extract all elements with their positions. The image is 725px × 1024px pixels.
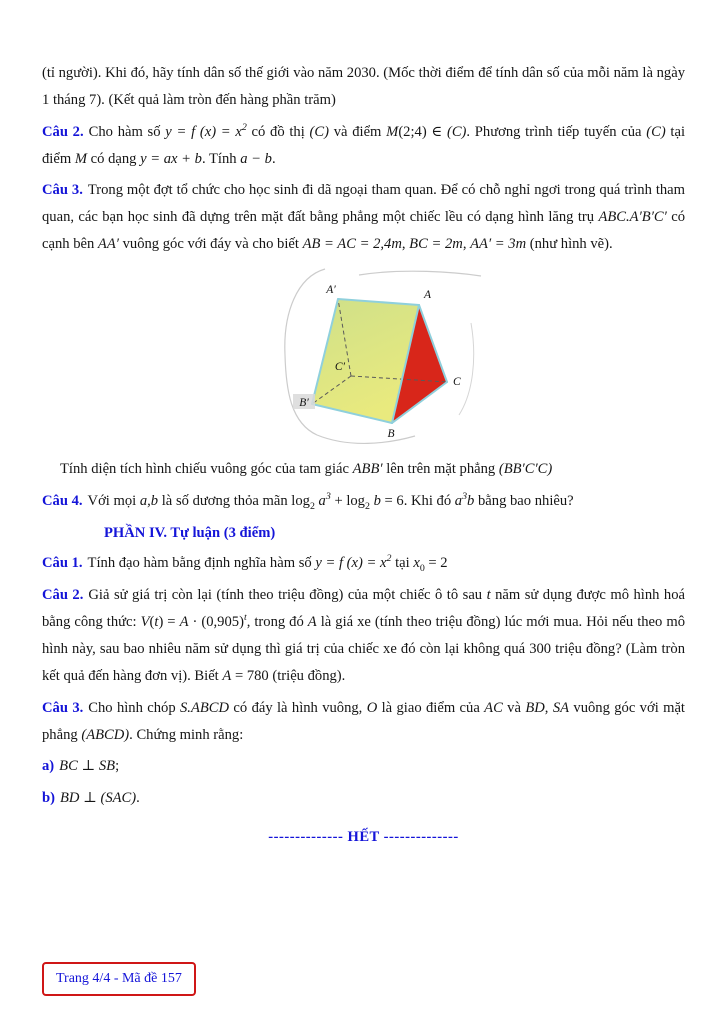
question-part4-2 (42, 582, 685, 689)
vertex-label-a-prime: A′ (325, 283, 336, 296)
vertex-label-c: C (452, 375, 461, 388)
intro-paragraph: (tỉ người). Khi đó, hãy tính dân số thế giới vào năm 2030. (Mốc thời điểm để tính dân số của mỗi năm là ngày 1 tháng 7). (Kết quả làm tròn đến hàng phần trăm) (42, 65, 685, 108)
subitem-body: BD ⊥ (SAC). (59, 790, 140, 807)
prism-figure (56, 263, 699, 448)
page-number-label: Trang 4/4 - Mã đề 157 (56, 971, 182, 987)
question-part3-2 (42, 119, 685, 173)
question-label: Câu 2. (42, 587, 84, 604)
sketch-line-top (359, 271, 481, 276)
subitem-body: BC ⊥ SB; (59, 758, 120, 775)
subitem-label: b) (42, 790, 55, 807)
sketch-line-right (459, 323, 474, 415)
question-body: Cho hình chóp S.ABCD có đáy là hình vuông, O là giao điểm của AC và BD, SA vuông góc với mặt phẳng (ABCD). Chứng minh rằng: (42, 699, 685, 743)
vertex-label-b-prime: B′ (298, 396, 309, 409)
question-body: Với mọi a,b là số dương thỏa mãn $\log_2 a^3 + \log_2 b = 6$. Khi đó $a^3b$ bằng bao nhiêu? (87, 490, 574, 512)
question-label: Câu 1. (42, 555, 83, 572)
question-part4-3 (42, 695, 685, 749)
question-body: Giả sử giá trị còn lại (tính theo triệu đồng) của một chiếc ô tô sau t năm sử dụng được mô hình hoá bằng công thức: $V(t) = A \cdot (0,905)^t$, trong đó A là giá xe (tính theo triệu đồng) lúc mới mua. Hỏi nếu theo mô hình này, sau bao nhiêu năm sử dụng thì giá trị của chiếc xe đó còn lại không quá 300 triệu đồng? (Làm tròn kết quả đến hàng đơn vị). Biết A = 780 (triệu đồng). (42, 587, 685, 684)
page-number-box (42, 962, 196, 996)
question-label: Câu 3. (42, 699, 84, 716)
question-body: Tính đạo hàm bằng định nghĩa hàm số y = f $(x) = x^2$ tại $x_0 = 2$ (87, 553, 448, 575)
vertex-label-c-prime: C′ (334, 360, 345, 373)
subitem-label: a) (42, 758, 55, 775)
question-body: Trong một đợt tổ chức cho học sinh đi dã ngoại tham quan. Để có chỗ nghỉ ngơi trong quá trình tham quan, các bạn học sinh đã dựng trên mặt đất bằng phẳng một chiếc lều có dạng hình lăng trụ ABC.A′B′C′ có cạnh bên AA′ vuông góc với đáy và cho biết AB = AC = 2,4m, BC = 2m, AA′ = 3m (như hình vẽ). (42, 182, 686, 253)
question-part3-4 (42, 488, 685, 515)
prism-figure-svg (263, 263, 493, 448)
question-label: Câu 2. (42, 123, 84, 140)
question-part3-3 (42, 177, 685, 258)
question-label: Câu 4. (42, 492, 83, 509)
vertex-label-b: B (386, 427, 395, 440)
question-body: Cho hàm số y = f $(x) = x^2$ có đồ thị (C) và điểm M(2;4) ∈ (C). Phương trình tiếp tuyến của (C) tại điểm M có dạng y = ax + b. Tính a − b. (42, 121, 686, 167)
vertex-label-a: A (423, 288, 431, 301)
projection-statement: Tính diện tích hình chiếu vuông góc của tam giác ABB′ lên trên mặt phẳng (BB′C′C) (60, 460, 553, 477)
question-part4-1 (42, 550, 685, 577)
subitem-a (42, 753, 685, 780)
end-marker: -------------- HẾT -------------- (268, 829, 459, 846)
subitem-b (42, 785, 685, 812)
question-label: Câu 3. (42, 182, 83, 199)
section-heading-part4: PHẦN IV. Tự luận (3 điểm) (104, 524, 276, 541)
